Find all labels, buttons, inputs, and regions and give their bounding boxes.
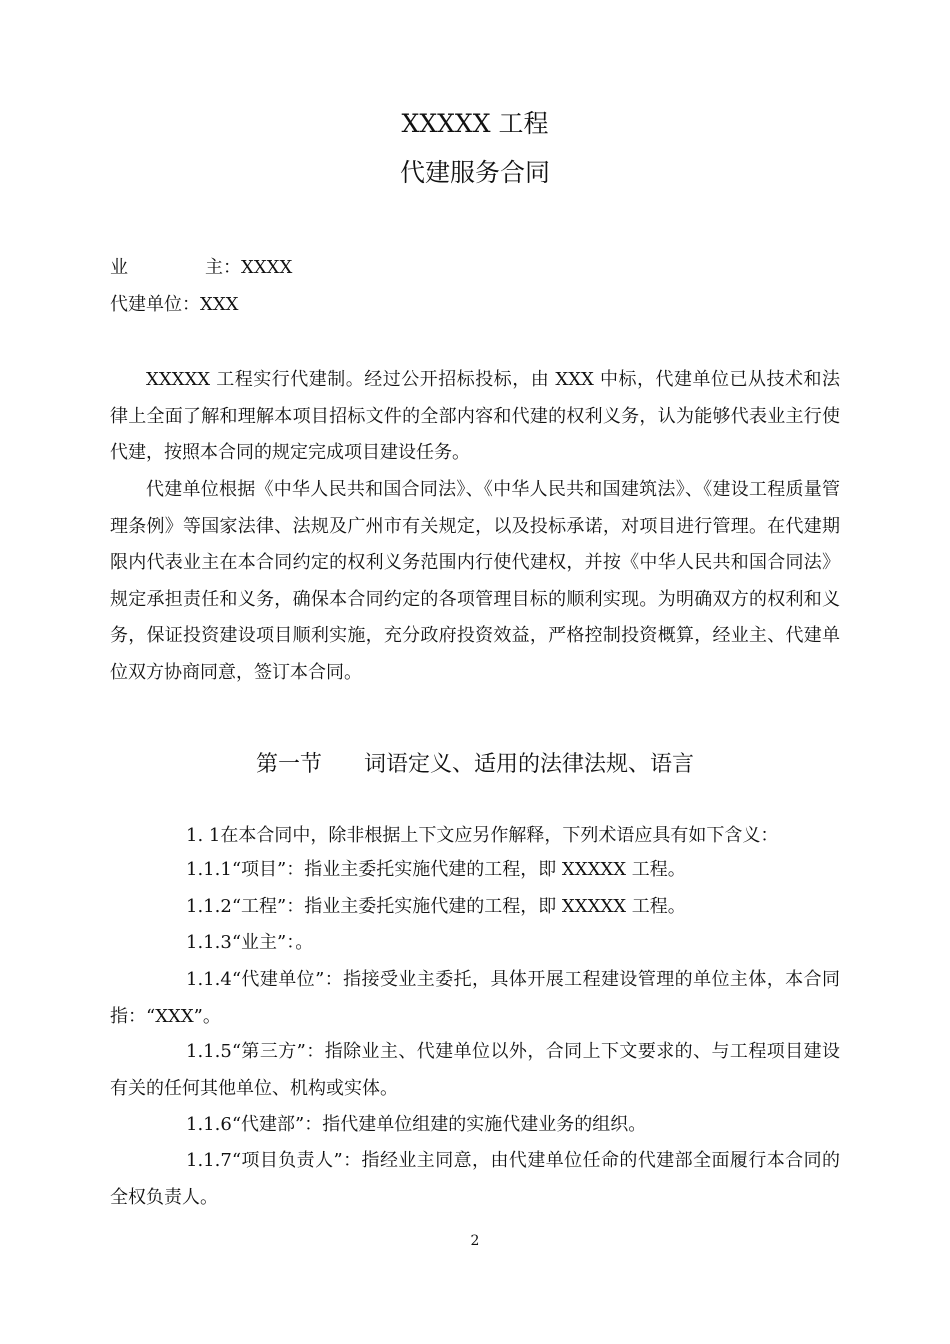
clause-number: 1.1.4 [186,969,232,990]
owner-label-a: 业 [110,257,128,278]
page-number: 2 [470,1233,480,1249]
clause-number: 1.1.3 [186,932,232,953]
clause-1-1-1 [110,852,840,889]
section-title: 词语定义、适用的法律法规、语言 [364,752,695,777]
intro-paragraph-2: 代建单位根据《中华人民共和国合同法》、《中华人民共和国建筑法》、《建设工程质量管理条例》等国家法律、法规及广州市有关规定，以及投标承诺，对项目进行管理。在代建期限内代表业主在本合同约定的权利义务范围内行使代建权，并按《中华人民共和国合同法》规定承担责任和义务，确保本合同约定的各项管理目标的顺利实现。为明确双方的权利和义务，保证投资建设项目顺利实施，充分政府投资效益，严格控制投资概算，经业主、代建单位双方协商同意，签订本合同。 [110,479,840,683]
document-title-project: XXXXX 工程 [401,109,549,138]
clause-1-1-6 [110,1107,840,1144]
clause-1-1 [110,818,840,855]
clause-number: 1. 1 [186,825,221,846]
clause-text: 在本合同中，除非根据上下文应另作解释，下列术语应具有如下含义： [220,825,779,846]
document-title-contract: 代建服务合同 [399,158,550,187]
section-heading [0,748,950,782]
clause-1-1-2 [110,889,840,926]
section-number: 第一节 [255,752,322,777]
clause-text: “代建部”：指代建单位组建的实施代建业务的组织。 [231,1114,647,1135]
clause-1-1-5 [110,1034,840,1107]
clause-text: “项目”：指业主委托实施代建的工程，即 XXXXX 工程。 [231,859,686,880]
clause-number: 1.1.6 [186,1114,232,1135]
clause-number: 1.1.1 [186,859,232,880]
clause-text: “项目负责人”：指经业主同意，由代建单位任命的代建部全面履行本合同的全权负责人。 [110,1150,840,1208]
clause-number: 1.1.7 [186,1150,232,1171]
clause-number: 1.1.5 [186,1041,232,1062]
agent-party-line: 代建单位：XXX [110,294,239,315]
intro-paragraph-1: XXXXX 工程实行代建制。经过公开招标投标，由 XXX 中标，代建单位已从技术和法律上全面了解和理解本项目招标文件的全部内容和代建的权利义务，认为能够代表业主行使代建，按照本合同的规定完成项目建设任务。 [110,369,840,463]
clause-text: “第三方”：指除业主、代建单位以外，合同上下文要求的、与工程项目建设有关的任何其他单位、机构或实体。 [110,1041,840,1099]
clause-1-1-3 [110,925,840,962]
clause-1-1-7 [110,1143,840,1216]
owner-party-line [110,256,292,280]
clause-text: “工程”：指业主委托实施代建的工程，即 XXXXX 工程。 [231,896,686,917]
owner-label-b: 主：XXXX [205,257,293,278]
clause-text: “业主”：。 [231,932,314,953]
clause-number: 1.1.2 [186,896,232,917]
clause-1-1-4 [110,962,840,1035]
clause-text: “代建单位”：指接受业主委托，具体开展工程建设管理的单位主体，本合同指：“XXX”。 [110,969,840,1027]
